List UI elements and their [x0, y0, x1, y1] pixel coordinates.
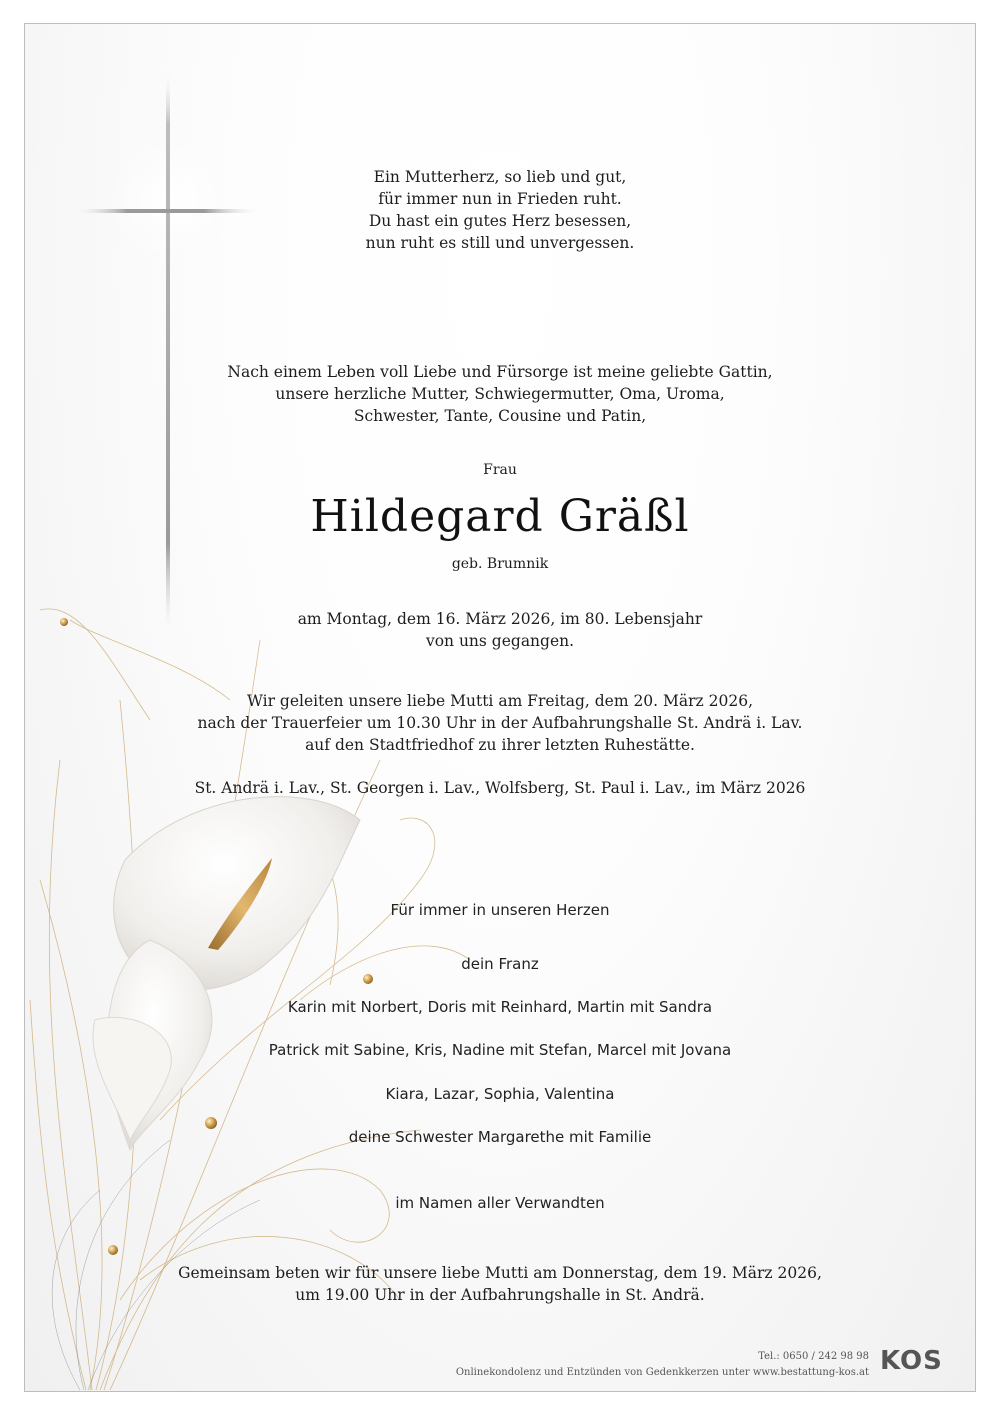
place-date: St. Andrä i. Lav., St. Georgen i. Lav., Wolfsberg, St. Paul i. Lav., im März 2026	[194, 779, 806, 797]
intro-line: unsere herzliche Mutter, Schwiegermutter, Oma, Uroma,	[275, 385, 725, 403]
intro-line: Nach einem Leben voll Liebe und Fürsorge ist meine geliebte Gattin,	[227, 363, 773, 381]
death-notice-line: von uns gegangen.	[425, 632, 575, 650]
intro-line: Schwester, Tante, Cousine und Patin,	[353, 407, 647, 425]
deceased-name: Hildegard Gräßl	[310, 491, 690, 542]
footer-website-link[interactable]: Onlinekondolenz und Entzünden von Gedenkkerzen unter www.bestattung-kos.at	[455, 1367, 869, 1378]
death-notice-line: am Montag, dem 16. März 2026, im 80. Lebensjahr	[297, 610, 703, 628]
prayer-info	[0, 1262, 1000, 1306]
funeral-line: auf den Stadtfriedhof zu ihrer letzten Ruhestätte.	[305, 736, 695, 754]
poem-line: für immer nun in Frieden ruht.	[378, 190, 622, 208]
funeral-info	[0, 690, 1000, 756]
prayer-line: Gemeinsam beten wir für unsere liebe Mutti am Donnerstag, dem 19. März 2026,	[178, 1264, 822, 1282]
kos-logo-icon	[880, 1346, 943, 1376]
death-notice	[0, 608, 1000, 652]
mourner-line: Karin mit Norbert, Doris mit Reinhard, Martin mit Sandra	[287, 998, 713, 1016]
birth-name: geb. Brumnik	[451, 556, 549, 572]
poem-line: Ein Mutterherz, so lieb und gut,	[373, 168, 627, 186]
poem-block	[0, 166, 1000, 254]
funeral-line: nach der Trauerfeier um 10.30 Uhr in der Aufbahrungshalle St. Andrä i. Lav.	[197, 714, 803, 732]
salutation: Frau	[483, 462, 517, 478]
poem-line: nun ruht es still und unvergessen.	[365, 234, 635, 252]
mourner-line: Kiara, Lazar, Sophia, Valentina	[385, 1085, 615, 1103]
intro-block	[0, 361, 1000, 427]
closing-line: Für immer in unseren Herzen	[390, 901, 610, 919]
funeral-line: Wir geleiten unsere liebe Mutti am Freitag, dem 20. März 2026,	[246, 692, 754, 710]
mourner-line: Patrick mit Sabine, Kris, Nadine mit Stefan, Marcel mit Jovana	[268, 1041, 732, 1059]
relatives-line: im Namen aller Verwandten	[395, 1194, 605, 1212]
logo-text: KOS	[880, 1346, 943, 1376]
mourner-line: dein Franz	[461, 955, 539, 973]
cross-icon	[70, 68, 262, 628]
prayer-line: um 19.00 Uhr in der Aufbahrungshalle in St. Andrä.	[295, 1286, 705, 1304]
mourner-line: deine Schwester Margarethe mit Familie	[348, 1128, 652, 1146]
poem-line: Du hast ein gutes Herz besessen,	[368, 212, 632, 230]
footer-phone: Tel.: 0650 / 242 98 98	[758, 1351, 869, 1362]
